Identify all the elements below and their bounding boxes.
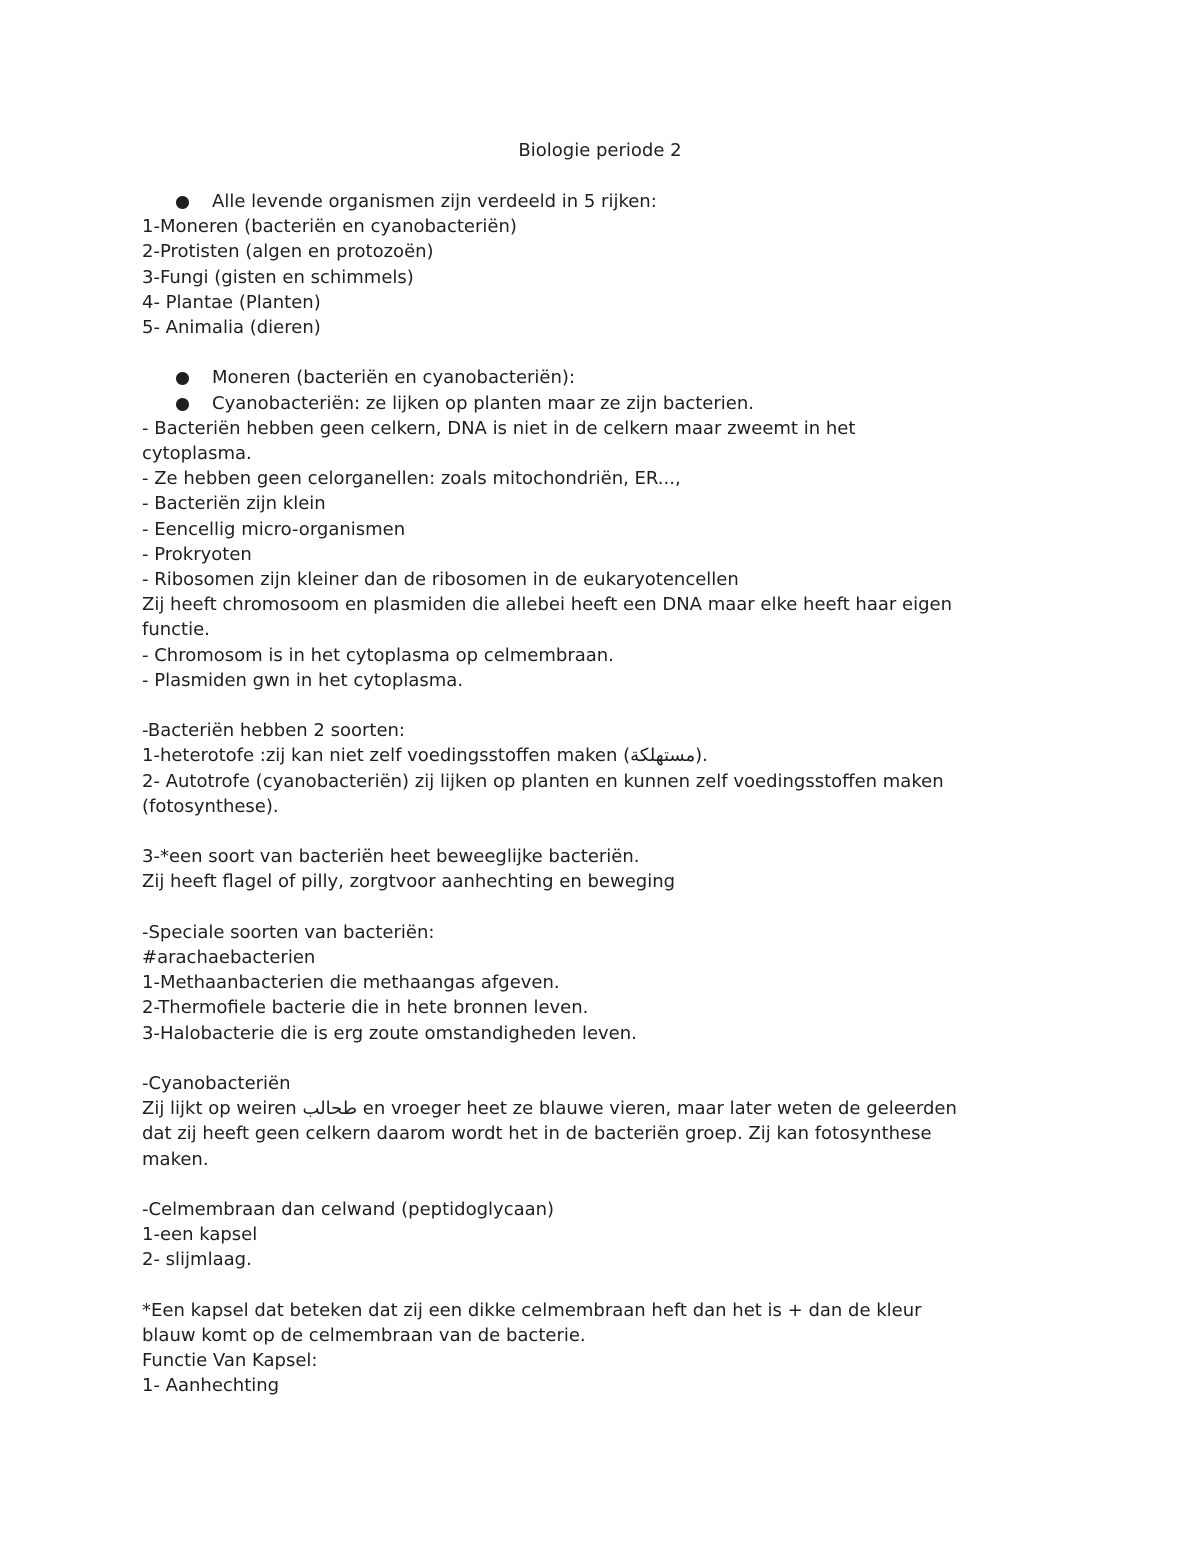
- text-line: - Plasmiden gwn in het cytoplasma.: [142, 669, 464, 691]
- text-line: 2-Thermofiele bacterie die in hete bronnen leven.: [142, 997, 589, 1019]
- blank-line: [142, 1273, 1072, 1298]
- blank-line: [142, 819, 1072, 844]
- text-line: 1-Methaanbacterien die methaangas afgeven.: [142, 972, 560, 994]
- bullet-icon: [176, 372, 189, 385]
- bullet-icon: [176, 398, 189, 411]
- text-line: Zij heeft flagel of pilly, zorgtvoor aanhechting en beweging: [142, 871, 676, 893]
- kingdom-item: 3-Fungi (gisten en schimmels): [142, 266, 414, 288]
- text-line: functie.: [142, 619, 210, 641]
- blank-line: [142, 693, 1072, 718]
- text-line: blauw komt op de celmembraan van de bacterie.: [142, 1325, 586, 1347]
- text-line: 3-*een soort van bacteriën heet beweeglijke bacteriën.: [142, 846, 640, 868]
- document-title: Biologie periode 2: [518, 140, 682, 161]
- text-line: 2- slijmlaag.: [142, 1249, 252, 1271]
- text-line: - Chromosom is in het cytoplasma op celmembraan.: [142, 644, 614, 666]
- text-line: #arachaebacterien: [142, 947, 316, 969]
- text-line: dat zij heeft geen celkern daarom wordt het in de bacteriën groep. Zij kan fotosynthese: [142, 1123, 932, 1145]
- text-line: maken.: [142, 1148, 209, 1170]
- text-line: cytoplasma.: [142, 443, 252, 465]
- text-line: - Bacteriën hebben geen celkern, DNA is niet in de celkern maar zweemt in het: [142, 417, 856, 439]
- text-line: (fotosynthese).: [142, 795, 279, 817]
- text-line: -Cyanobacteriën: [142, 1073, 291, 1095]
- bullet-item: [142, 391, 1072, 416]
- text-line: *Een kapsel dat beteken dat zij een dikke celmembraan heft dan het is + dan de kleur: [142, 1299, 922, 1321]
- kingdom-item: 5- Animalia (dieren): [142, 317, 321, 339]
- text-line: 3-Halobacterie die is erg zoute omstandigheden leven.: [142, 1022, 637, 1044]
- bullet-item: [142, 365, 1072, 390]
- document-body: [142, 189, 1072, 1399]
- bullet-text: Cyanobacteriën: ze lijken op planten maar ze zijn bacterien.: [212, 392, 754, 414]
- text-line: - Eencellig micro-organismen: [142, 518, 406, 540]
- text-line: - Prokryoten: [142, 543, 252, 565]
- blank-line: [142, 340, 1072, 365]
- text-line: - Ze hebben geen celorganellen: zoals mitochondriën, ER...,: [142, 468, 681, 490]
- kingdom-item: 2-Protisten (algen en protozoën): [142, 241, 434, 263]
- text-line: -Celmembraan dan celwand (peptidoglycaan): [142, 1199, 555, 1221]
- text-line: - Bacteriën zijn klein: [142, 493, 326, 515]
- blank-line: [142, 1172, 1072, 1197]
- bullet-icon: [176, 196, 189, 209]
- text-line: 1- Aanhechting: [142, 1375, 280, 1397]
- text-line: Zij heeft chromosoom en plasmiden die allebei heeft een DNA maar elke heeft haar eigen: [142, 594, 952, 616]
- kingdom-item: 1-Moneren (bacteriën en cyanobacteriën): [142, 216, 517, 238]
- text-line: 1-een kapsel: [142, 1224, 258, 1246]
- text-line: 2- Autotrofe (cyanobacteriën) zij lijken op planten en kunnen zelf voedingsstoffen maken: [142, 770, 944, 792]
- text-line: -Bacteriën hebben 2 soorten:: [142, 720, 405, 742]
- text-line: Functie Van Kapsel:: [142, 1350, 318, 1372]
- bullet-item: [142, 189, 1072, 214]
- bullet-text: Alle levende organismen zijn verdeeld in 5 rijken:: [212, 191, 657, 212]
- text-line: - Ribosomen zijn kleiner dan de ribosomen in de eukaryotencellen: [142, 569, 739, 591]
- text-line: -Speciale soorten van bacteriën:: [142, 921, 435, 943]
- text-line: Zij lijkt op weiren طحالب en vroeger heet ze blauwe vieren, maar later weten de geleerden: [142, 1098, 957, 1120]
- bullet-text: Moneren (bacteriën en cyanobacteriën):: [212, 367, 576, 389]
- kingdom-item: 4- Plantae (Planten): [142, 291, 321, 313]
- blank-line: [142, 895, 1072, 920]
- text-line: 1-heterotofe :zij kan niet zelf voedingsstoffen maken (مستهلكة).: [142, 745, 708, 767]
- blank-line: [142, 1046, 1072, 1071]
